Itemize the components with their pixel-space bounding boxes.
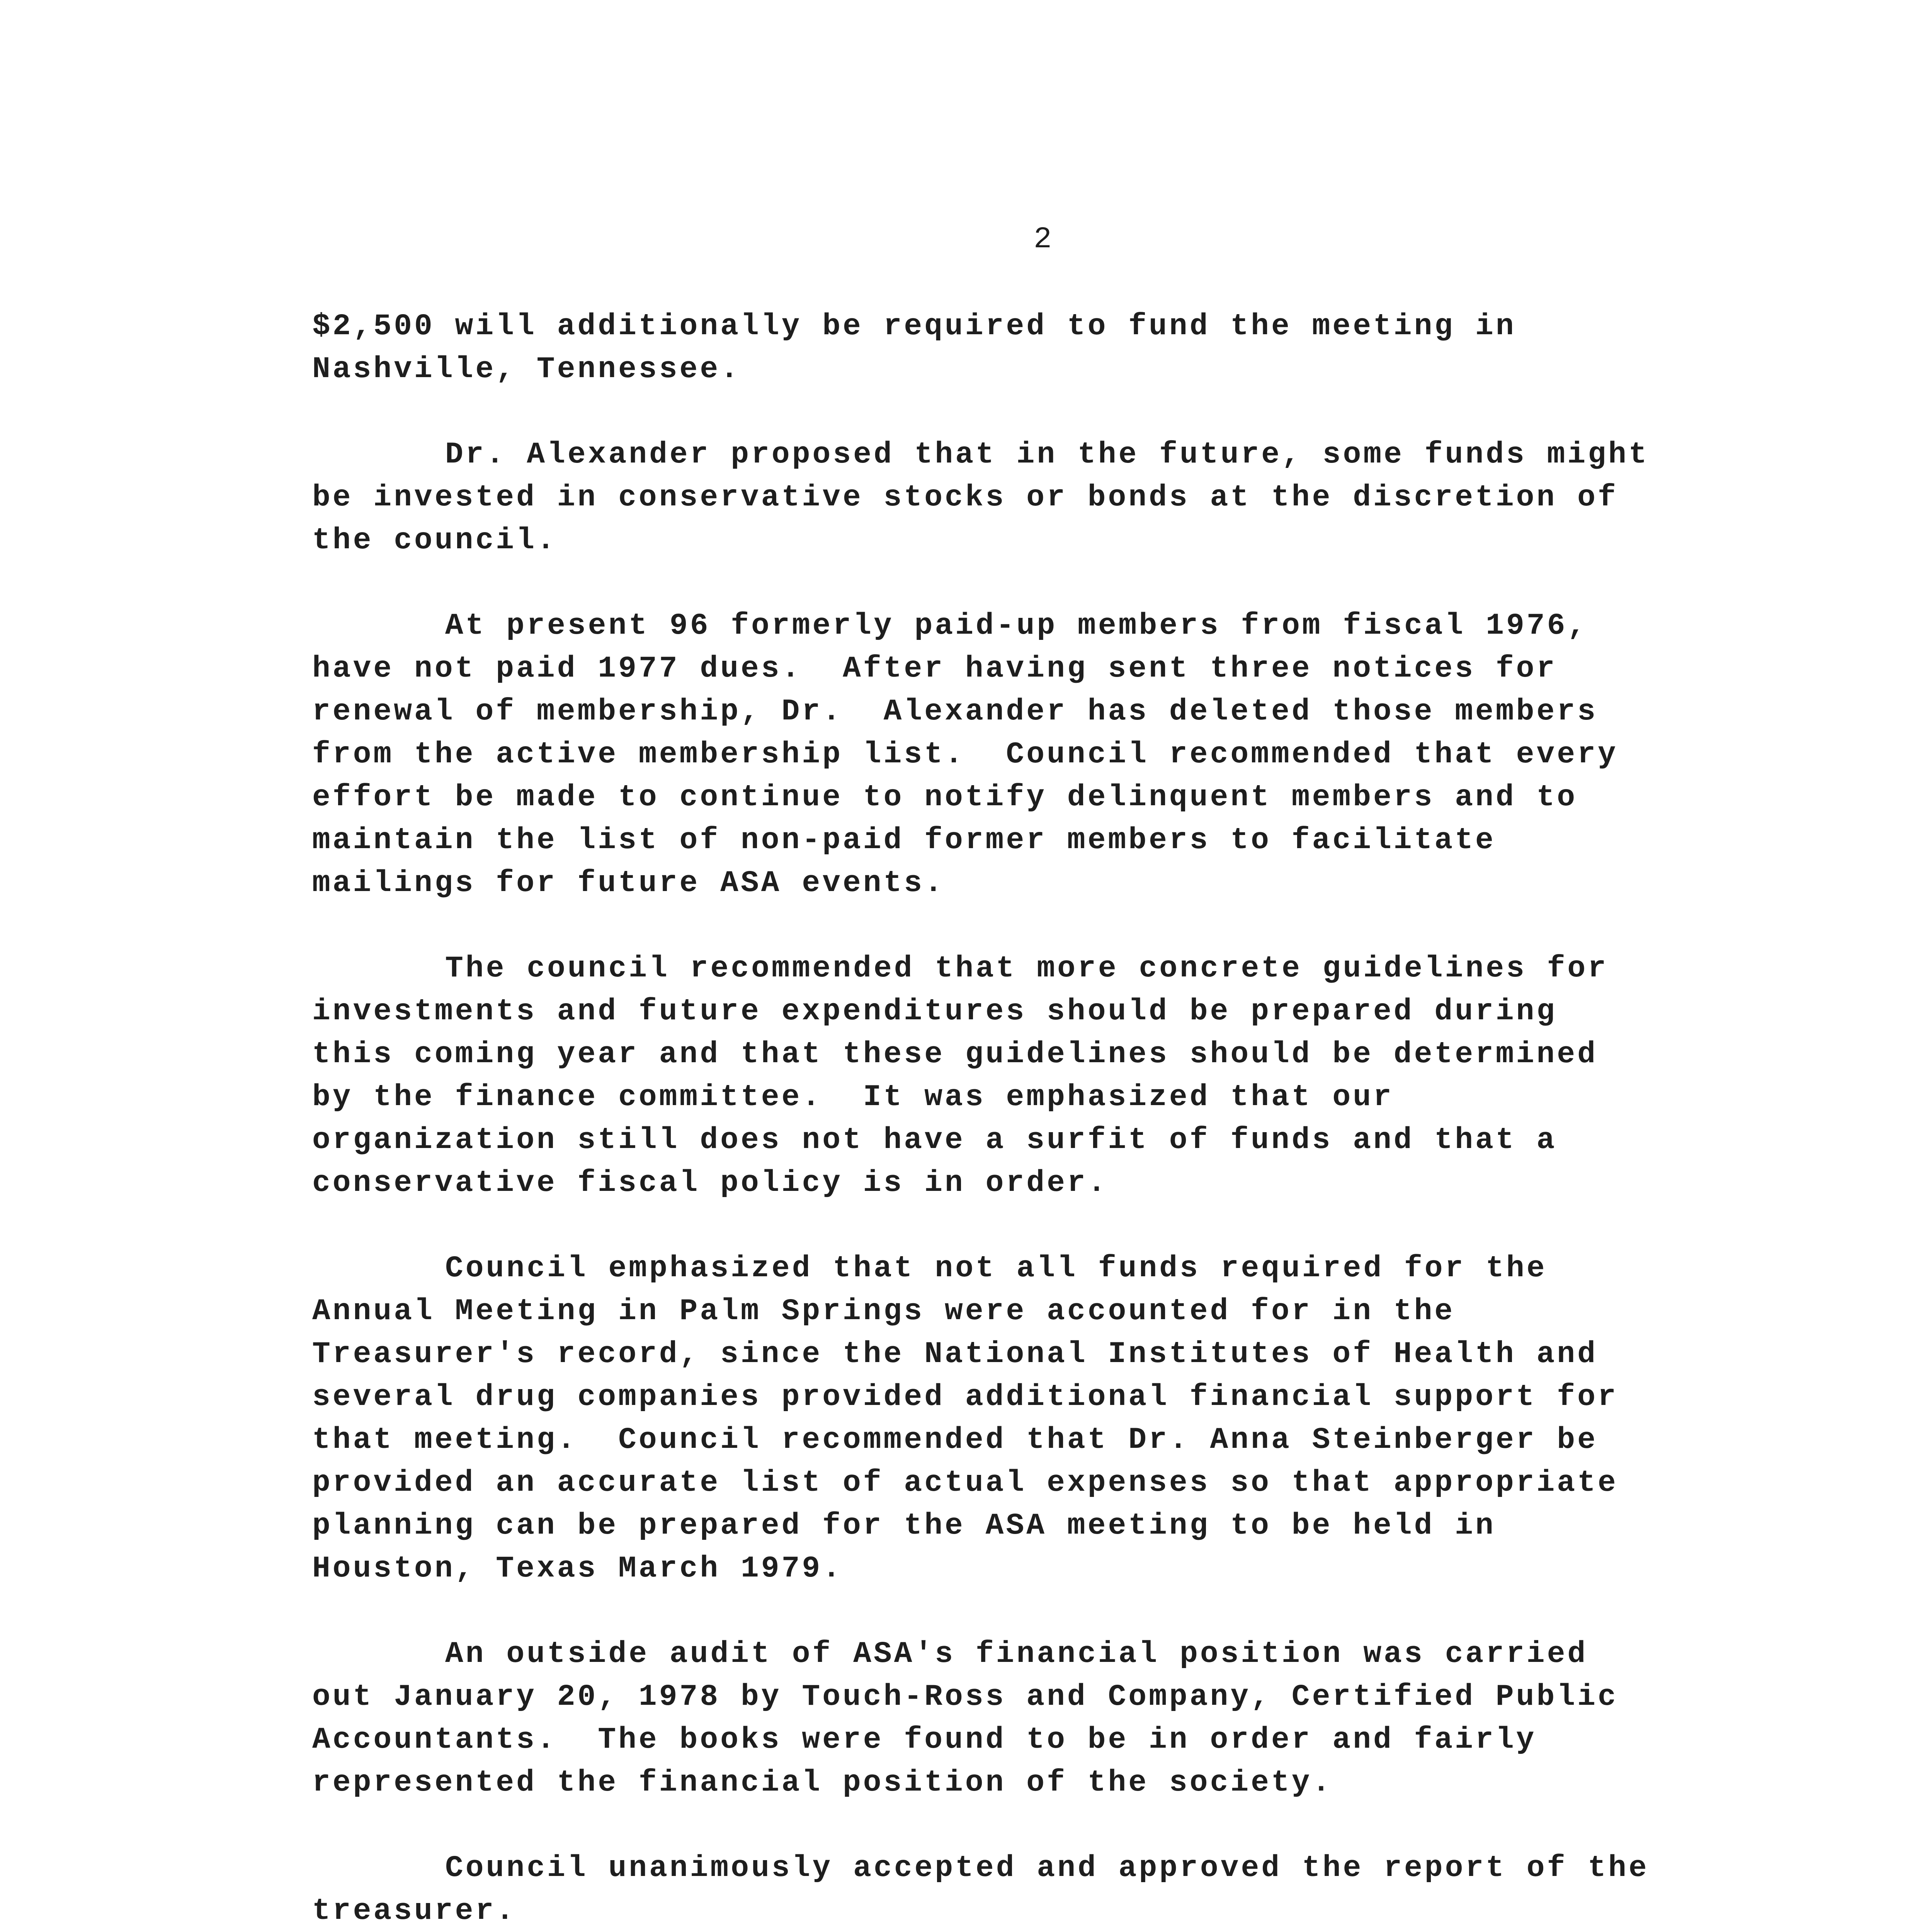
text-line: Council emphasized that not all funds required for the xyxy=(445,1252,1547,1286)
text-line: by the finance committee. It was emphasized that our xyxy=(312,1080,1394,1114)
text-line: Accountants. The books were found to be in order and fairly xyxy=(312,1723,1537,1757)
text-line: An outside audit of ASA's financial position was carried xyxy=(445,1637,1588,1671)
text-line: out January 20, 1978 by Touch-Ross and Company, Certified Public xyxy=(312,1680,1618,1714)
text-line: maintain the list of non-paid former members to facilitate xyxy=(312,823,1496,857)
text-line: Nashville, Tennessee. xyxy=(312,352,741,386)
text-line: Houston, Texas March 1979. xyxy=(312,1552,843,1586)
paragraph-membership xyxy=(312,605,1819,905)
page-number: 2 xyxy=(1034,223,1052,257)
text-line: that meeting. Council recommended that Dr. Anna Steinberger be xyxy=(312,1423,1598,1457)
paragraph-audit xyxy=(312,1633,1819,1804)
text-line: provided an accurate list of actual expenses so that appropriate xyxy=(312,1466,1618,1500)
text-line: renewal of membership, Dr. Alexander has deleted those members xyxy=(312,695,1598,729)
text-line: planning can be prepared for the ASA meeting to be held in xyxy=(312,1509,1496,1543)
text-line: treasurer. xyxy=(312,1894,517,1928)
text-line: effort be made to continue to notify delinquent members and to xyxy=(312,781,1578,815)
text-line: Annual Meeting in Palm Springs were accounted for in the xyxy=(312,1294,1455,1328)
text-line: The council recommended that more concrete guidelines for xyxy=(445,952,1609,986)
text-line: investments and future expenditures should be prepared during xyxy=(312,995,1557,1029)
text-line: Dr. Alexander proposed that in the future, some funds might xyxy=(445,438,1649,472)
text-line: organization still does not have a surfit of funds and that a xyxy=(312,1123,1557,1157)
text-line: several drug companies provided additional financial support for xyxy=(312,1380,1618,1414)
paragraph-guidelines xyxy=(312,947,1819,1205)
text-line: Treasurer's record, since the National Institutes of Health and xyxy=(312,1337,1598,1371)
text-line: mailings for future ASA events. xyxy=(312,866,945,900)
text-line: have not paid 1977 dues. After having sent three notices for xyxy=(312,652,1557,686)
text-line: this coming year and that these guidelines should be determined xyxy=(312,1037,1598,1071)
document-body xyxy=(312,305,1819,1932)
paragraph-funding xyxy=(312,305,1819,391)
paragraph-investments-proposal xyxy=(312,434,1819,562)
text-line: the council. xyxy=(312,524,557,558)
text-line: Council unanimously accepted and approved the report of the xyxy=(445,1851,1649,1885)
text-line: be invested in conservative stocks or bonds at the discretion of xyxy=(312,481,1618,515)
paragraph-approval xyxy=(312,1847,1819,1932)
text-line: from the active membership list. Council recommended that every xyxy=(312,738,1618,772)
text-line: conservative fiscal policy is in order. xyxy=(312,1166,1108,1200)
text-line: At present 96 formerly paid-up members from fiscal 1976, xyxy=(445,609,1588,643)
text-line: represented the financial position of the society. xyxy=(312,1766,1333,1800)
text-line: $2,500 will additionally be required to fund the meeting in xyxy=(312,310,1516,344)
paragraph-annual-meeting xyxy=(312,1247,1819,1590)
